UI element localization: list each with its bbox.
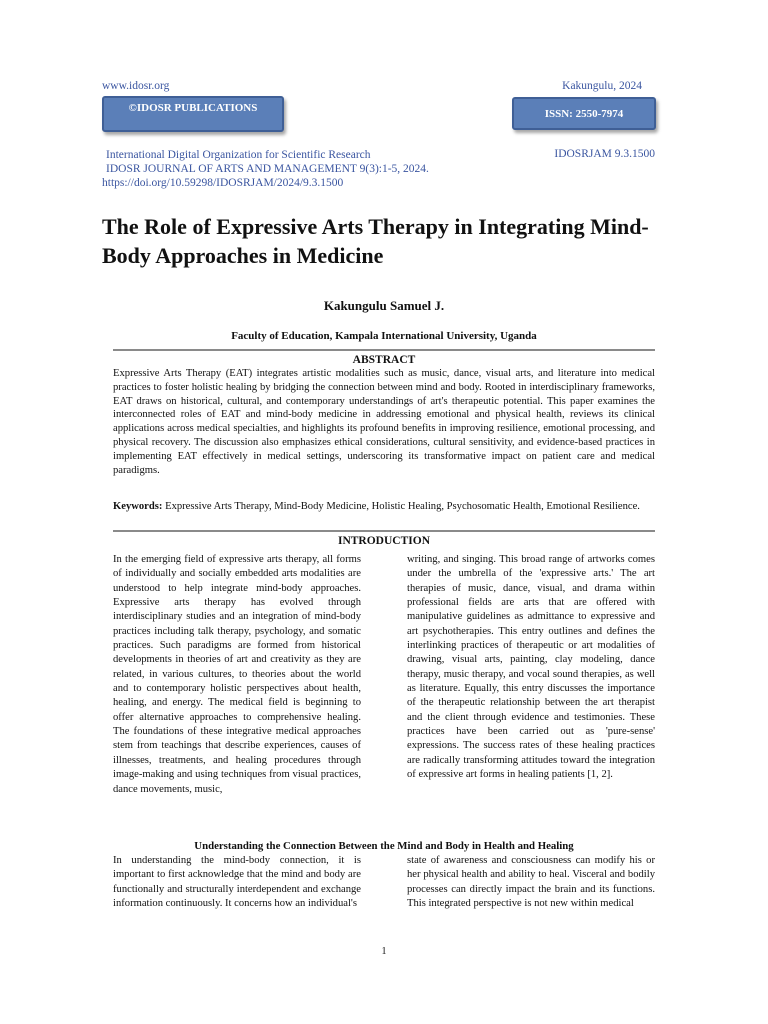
- keywords-label: Keywords:: [113, 501, 163, 512]
- issn-banner: [512, 97, 656, 130]
- introduction-heading: INTRODUCTION: [337, 535, 430, 547]
- abstract-body: Expressive Arts Therapy (EAT) integrates artistic modalities such as music, dance, visual arts, and literature into medical practices to foster holistic healing by bridging the connection between mind and body. Rooted in interdisciplinary frameworks, EAT draws on historical, cultural, and contemporary understandings of art's therapeutic potential. This paper examines the interconnected roles of EAT and mind-body medicine in addressing emotional and physical health, reviews its clinical applications across medical specialties, and highlights its profound benefits in improving resilience, emotional processing, and physical recovery. The discussion also emphasizes ethical considerations, cultural sensitivity, and evidence-based practices in implementing EAT effectively in medical settings, underscoring its transformative impact on patient care and medical paradigms.: [113, 368, 655, 476]
- organization-name: International Digital Organization for Scientific Research: [106, 149, 371, 161]
- journal-code: IDOSRJAM 9.3.1500: [554, 148, 655, 160]
- abstract-bottom-rule: [113, 530, 655, 532]
- page-number: 1: [381, 946, 387, 957]
- keywords-list: Expressive Arts Therapy, Mind-Body Medicine, Holistic Healing, Psychosomatic Health, Emotional Resilience.: [165, 501, 640, 512]
- section2-right-column: state of awareness and consciousness can modify his or her physical health and ability to heal. Visceral and bodily processes can directly impact the brain and its functions. This integrated perspective is not new within medical: [407, 855, 655, 910]
- introduction-right-column: writing, and singing. This broad range of artworks comes under the umbrella of the 'expressive arts.' The art therapies of music, dance, visual, and drama within professional fields are arts that are offered with manipulative guidelines as admittance to expressive and art psychotherapies. This entry outlines and defines the interlinking practices of therapeutic or art modalities of drawing, visual arts, painting, clay modeling, dance therapy, music therapy, and vocal sound therapies, as well as literature. Equally, this entry discusses the importance of the therapeutic relationship between the art therapist and the client through evidence and testimonies. These practices have been carried out as 'pure-sense' expressions. The success rates of these healing practices are radically transforming attitudes toward the integration of expressive art forms in healing patients [1, 2].: [407, 554, 655, 781]
- section2-left-column: In understanding the mind-body connection, it is important to first acknowledge that the mind and body are functionally and structurally interdependent and exchange information continuously. It concerns how an individual's: [113, 855, 361, 910]
- abstract-heading: ABSTRACT: [352, 354, 416, 366]
- introduction-left-column: In the emerging field of expressive arts therapy, all forms of individually and socially embedded arts modalities are understood to help integrate mind-body approaches. Expressive arts therapy has evolved through interdisciplinary studies and an integration of mind-body practices including talk therapy, psychology, and somatic practices. Such paradigms are formed from historical developments in theories of art and creativity as they are related, in various cultures, to theories about the world and to contemporary holistic perspectives about health, healing, and energy. The medical field is beginning to offer alternative approaches to comprehensive healing. The foundations of these integrative medical approaches stem from teachings that describe experiences, causes of illnesses, treatments, and healing procedures through image-making and using techniques from visual practices, dance movements, music,: [113, 554, 361, 795]
- author-year-header: Kakungulu, 2024: [562, 80, 642, 92]
- keywords-line: [113, 500, 655, 514]
- website-url[interactable]: www.idosr.org: [102, 80, 170, 92]
- publisher-banner: [102, 96, 284, 132]
- author-affiliation: Faculty of Education, Kampala International University, Uganda: [231, 330, 537, 342]
- issn-banner-label: ISSN: 2550-7974: [544, 107, 624, 120]
- author-name: Kakungulu Samuel J.: [323, 298, 445, 313]
- journal-citation: IDOSR JOURNAL OF ARTS AND MANAGEMENT 9(3):1-5, 2024.: [106, 163, 429, 175]
- section-heading-mind-body: Understanding the Connection Between the Mind and Body in Health and Healing: [194, 840, 574, 852]
- article-title: The Role of Expressive Arts Therapy in Integrating Mind-Body Approaches in Medicine: [102, 214, 649, 268]
- doi-link[interactable]: https://doi.org/10.59298/IDOSRJAM/2024/9.3.1500: [102, 177, 344, 189]
- publisher-banner-label: ©IDOSR PUBLICATIONS: [128, 102, 258, 114]
- abstract-top-rule: [113, 349, 655, 351]
